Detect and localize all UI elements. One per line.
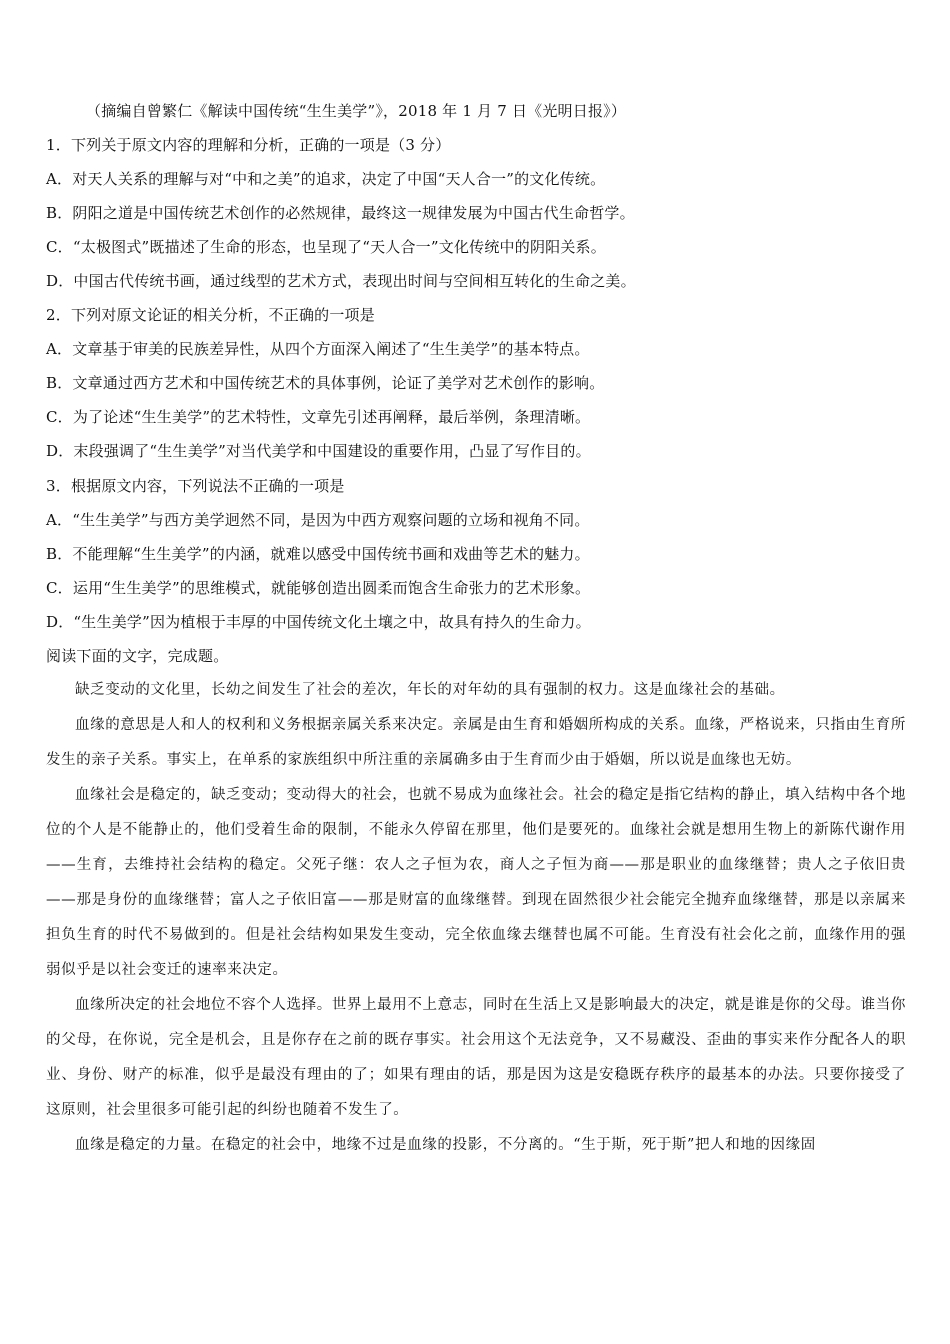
question-2-stem: 2．下列对原文论证的相关分析，不正确的一项是 — [46, 306, 375, 324]
reading-passage — [46, 673, 906, 1163]
question-1-option-a: A．对天人关系的理解与对“中和之美”的追求，决定了中国“天人合一”的文化传统。 — [46, 170, 606, 188]
question-1-option-c: C．“太极图式”既描述了生命的形态，也呈现了“天人合一”文化传统中的阴阳关系。 — [46, 238, 606, 256]
question-2-option-c: C．为了论述“生生美学”的艺术特性，文章先引述再阐释，最后举例，条理清晰。 — [46, 408, 591, 426]
question-3-option-b: B．不能理解“生生美学”的内涵，就难以感受中国传统书画和戏曲等艺术的魅力。 — [46, 545, 590, 563]
passage-paragraph-2: 血缘的意思是人和人的权利和义务根据亲属关系来决定。亲属是由生育和婚姻所构成的关系。血缘，严格说来，只指由生育所发生的亲子关系。事实上，在单系的家族组织中所注重的亲属确多由于生育而少由于婚姻，所以说是血缘也无妨。 — [46, 717, 906, 768]
passage-paragraph-3: 血缘社会是稳定的，缺乏变动；变动得大的社会，也就不易成为血缘社会。社会的稳定是指它结构的静止，填入结构中各个地位的个人是不能静止的，他们受着生命的限制，不能永久停留在那里，他们是要死的。血缘社会就是想用生物上的新陈代谢作用——生育，去维持社会结构的稳定。父死子继：农人之子恒为农，商人之子恒为商——那是职业的血缘继替；贵人之子依旧贵——那是身份的血缘继替；富人之子依旧富——那是财富的血缘继替。到现在固然很少社会能完全抛弃血缘继替，那是以亲属来担负生育的时代不易做到的。但是社会结构如果发生变动，完全依血缘去继替也属不可能。生育没有社会化之前，血缘作用的强弱似乎是以社会变迁的速率来决定。 — [46, 787, 906, 978]
question-3-option-c: C．运用“生生美学”的思维模式，就能够创造出圆柔而饱含生命张力的艺术形象。 — [46, 579, 591, 597]
passage-paragraph-5: 血缘是稳定的力量。在稳定的社会中，地缘不过是血缘的投影，不分离的。“生于斯，死于斯”把人和地的因缘固 — [75, 1137, 816, 1153]
question-2-option-a: A．文章基于审美的民族差异性，从四个方面深入阐述了“生生美学”的基本特点。 — [46, 340, 590, 358]
question-1-stem: 1．下列关于原文内容的理解和分析，正确的一项是（3 分） — [46, 136, 451, 154]
question-1-option-b: B．阴阳之道是中国传统艺术创作的必然规律，最终这一规律发展为中国古代生命哲学。 — [46, 204, 635, 222]
passage-paragraph-1: 缺乏变动的文化里，长幼之间发生了社会的差次，年长的对年幼的具有强制的权力。这是血缘社会的基础。 — [75, 682, 785, 698]
question-3-stem: 3．根据原文内容，下列说法不正确的一项是 — [46, 477, 345, 495]
question-1-option-d: D．中国古代传统书画，通过线型的艺术方式，表现出时间与空间相互转化的生命之美。 — [46, 272, 636, 290]
question-2-option-b: B．文章通过西方艺术和中国传统艺术的具体事例，论证了美学对艺术创作的影响。 — [46, 374, 605, 392]
passage-paragraph-4: 血缘所决定的社会地位不容个人选择。世界上最用不上意志，同时在生活上又是影响最大的决定，就是谁是你的父母。谁当你的父母，在你说，完全是机会，且是你存在之前的既存事实。社会用这个无法竞争，又不易藏没、歪曲的事实来作分配各人的职业、身份、财产的标准，似乎是最没有理由的了；如果有理由的话，那是因为这是安稳既存秩序的最基本的办法。只要你接受了这原则，社会里很多可能引起的纠纷也随着不发生了。 — [46, 997, 906, 1118]
question-3-option-a: A．“生生美学”与西方美学迥然不同，是因为中西方观察问题的立场和视角不同。 — [46, 511, 590, 529]
question-3-option-d: D．“生生美学”因为植根于丰厚的中国传统文化土壤之中，故具有持久的生命力。 — [46, 613, 591, 631]
source-citation: （摘编自曾繁仁《解读中国传统“生生美学”》，2018 年 1 月 7 日《光明日报》） — [86, 102, 627, 120]
reading-prompt: 阅读下面的文字，完成题。 — [46, 647, 229, 665]
question-2-option-d: D．末段强调了“生生美学”对当代美学和中国建设的重要作用，凸显了写作目的。 — [46, 442, 591, 460]
